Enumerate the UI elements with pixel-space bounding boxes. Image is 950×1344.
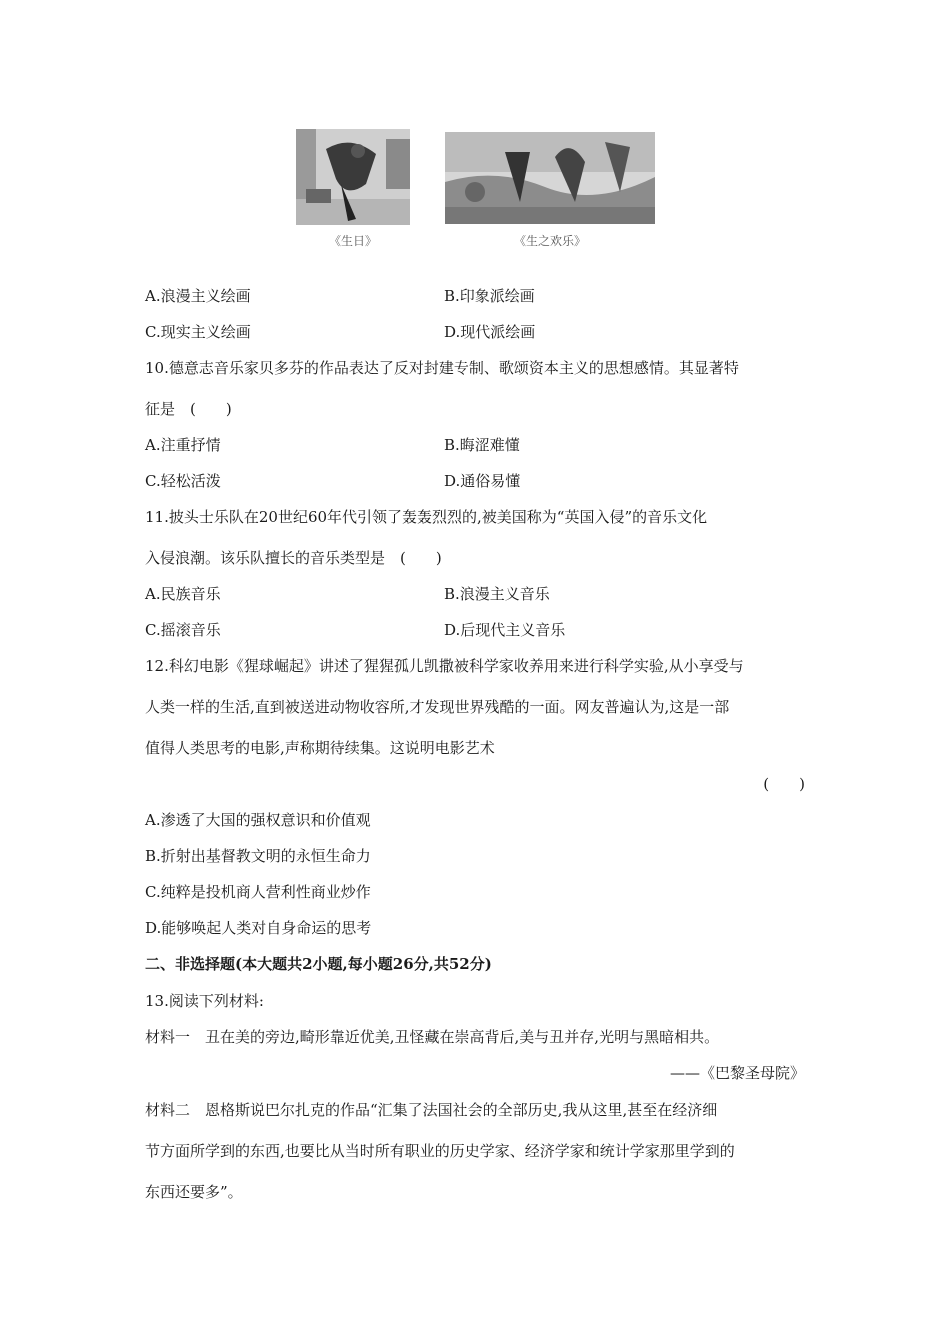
q11-option-c: C.摇滚音乐 bbox=[145, 621, 221, 639]
q12-option-a: A.渗透了大国的强权意识和价值观 bbox=[145, 811, 371, 829]
material-one-source: ——《巴黎圣母院》 bbox=[669, 1064, 805, 1082]
q12-text-line1: 12.科幻电影《猩球崛起》讲述了猩猩孤儿凯撒被科学家收养用来进行科学实验,从小享受与 bbox=[145, 657, 744, 675]
material-two-line3: 东西还要多”。 bbox=[145, 1183, 243, 1201]
q12-text-line2: 人类一样的生活,直到被送进动物收容所,才发现世界残酷的一面。网友普遍认为,这是一部 bbox=[145, 698, 730, 716]
q12-answer-bracket: ( ) bbox=[763, 775, 805, 793]
material-two-line1: 材料二 恩格斯说巴尔扎克的作品“汇集了法国社会的全部历史,我从这里,甚至在经济细 bbox=[145, 1101, 718, 1119]
q12-option-b: B.折射出基督教文明的永恒生命力 bbox=[145, 847, 371, 865]
q12-option-d: D.能够唤起人类对自身命运的思考 bbox=[145, 919, 372, 937]
q11-text-line1: 11.披头士乐队在20世纪60年代引领了轰轰烈烈的,被美国称为“英国入侵”的音乐文化 bbox=[145, 508, 708, 526]
material-one: 材料一 丑在美的旁边,畸形靠近优美,丑怪藏在崇高背后,美与丑并存,光明与黑暗相共。 bbox=[145, 1028, 720, 1046]
q9-option-d: D.现代派绘画 bbox=[444, 323, 536, 341]
q10-text-line1: 10.德意志音乐家贝多芬的作品表达了反对封建专制、歌颂资本主义的思想感情。其显著特 bbox=[145, 359, 739, 377]
q12-option-c: C.纯粹是投机商人营利性商业炒作 bbox=[145, 883, 371, 901]
q10-option-b: B.晦涩难懂 bbox=[444, 436, 520, 454]
left-image-caption: 《生日》 bbox=[328, 234, 377, 248]
q11-option-a: A.民族音乐 bbox=[145, 585, 221, 603]
section-heading: 二、非选择题(本大题共2小题,每小题26分,共52分) bbox=[145, 955, 492, 973]
q13-intro: 13.阅读下列材料: bbox=[145, 992, 264, 1010]
q10-text-line2: 征是 ( ) bbox=[145, 400, 232, 418]
q10-option-a: A.注重抒情 bbox=[145, 436, 221, 454]
joy-of-life-painting-image bbox=[445, 132, 655, 224]
right-image-caption: 《生之欢乐》 bbox=[513, 234, 586, 248]
q12-text-line3: 值得人类思考的电影,声称期待续集。这说明电影艺术 bbox=[145, 739, 495, 757]
q10-option-c: C.轻松活泼 bbox=[145, 472, 221, 490]
q9-option-b: B.印象派绘画 bbox=[444, 287, 535, 305]
q11-option-b: B.浪漫主义音乐 bbox=[444, 585, 550, 603]
material-two-line2: 节方面所学到的东西,也要比从当时所有职业的历史学家、经济学家和统计学家那里学到的 bbox=[145, 1142, 735, 1160]
q11-text-line2: 入侵浪潮。该乐队擅长的音乐类型是 ( ) bbox=[145, 549, 442, 567]
birthday-painting-image bbox=[296, 129, 410, 225]
q9-option-a: A.浪漫主义绘画 bbox=[145, 287, 251, 305]
q10-option-d: D.通俗易懂 bbox=[444, 472, 521, 490]
q11-option-d: D.后现代主义音乐 bbox=[444, 621, 566, 639]
q9-option-c: C.现实主义绘画 bbox=[145, 323, 251, 341]
